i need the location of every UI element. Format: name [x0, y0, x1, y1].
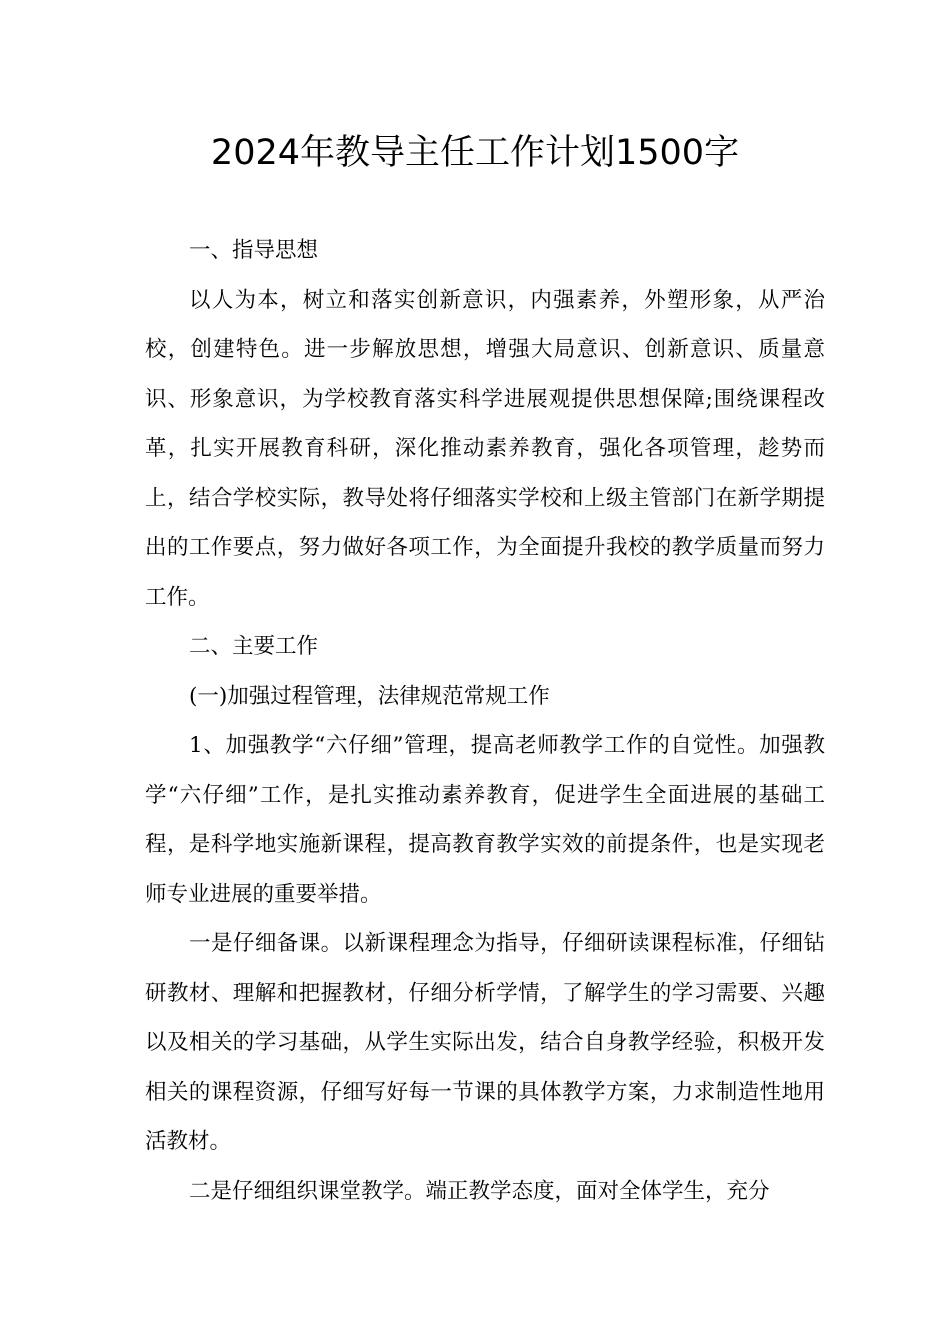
subsection-heading: (一)加强过程管理，法律规范常规工作: [189, 683, 550, 709]
paragraph: 1、加强教学“六仔细”管理，提高老师教学工作的自觉性。加强教学“六仔细”工作，是扎实推动素养教育，促进学生全面进展的基础工程，是科学地实施新课程，提高教育教学实效的前提条件，也是实现老师专业进展的重要举措。: [145, 733, 825, 907]
document-title: 2024年教导主任工作计划1500字: [210, 133, 740, 173]
paragraph: 一是仔细备课。以新课程理念为指导，仔细研读课程标准，仔细钻研教材、理解和把握教材，仔细分析学情，了解学生的学习需要、兴趣以及相关的学习基础，从学生实际出发，结合自身教学经验，积极开发相关的课程资源，仔细写好每一节课的具体教学方案，力求制造性地用活教材。: [145, 931, 825, 1154]
paragraph: 二是仔细组织课堂教学。端正教学态度，面对全体学生，充分: [189, 1178, 770, 1204]
paragraph: 以人为本，树立和落实创新意识，内强素养，外塑形象，从严治校，创建特色。进一步解放思想，增强大局意识、创新意识、质量意识、形象意识，为学校教育落实科学进展观提供思想保障;围绕课程改革，扎实开展教育科研，深化推动素养教育，强化各项管理，趁势而上，结合学校实际，教导处将仔细落实学校和上级主管部门在新学期提出的工作要点，努力做好各项工作，为全面提升我校的教学质量而努力工作。: [145, 287, 825, 610]
section-heading-guiding-ideology: 一、指导思想: [189, 238, 319, 263]
section-heading-main-work: 二、主要工作: [189, 634, 319, 659]
document-body: [145, 226, 825, 1216]
